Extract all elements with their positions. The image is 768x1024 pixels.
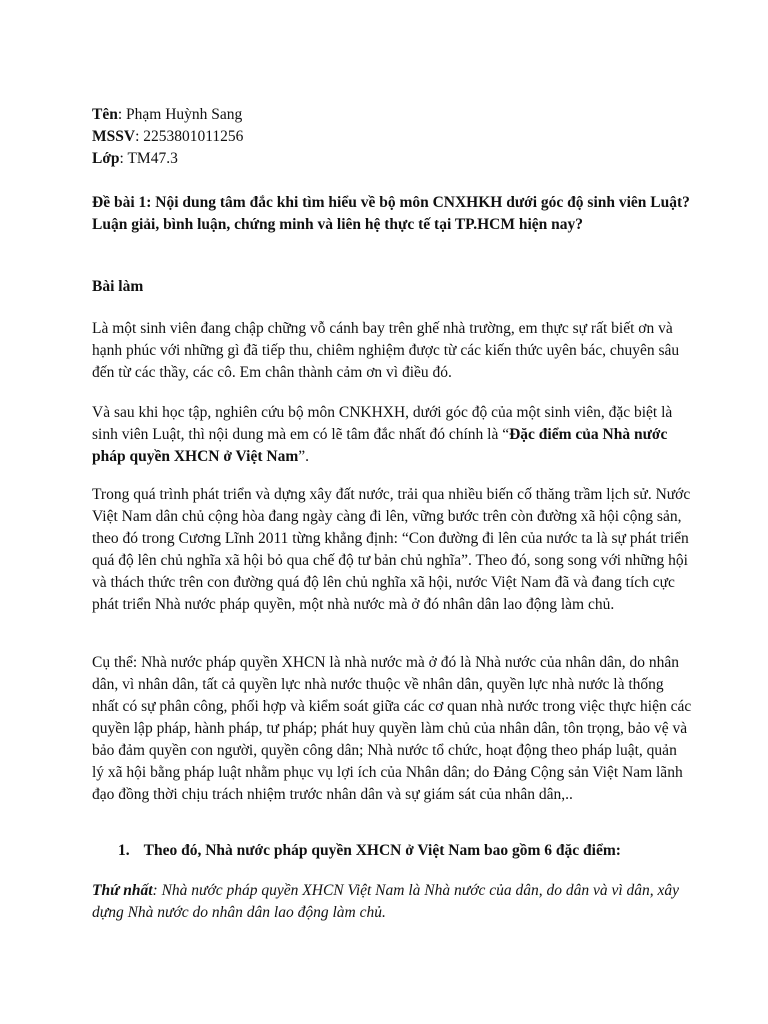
mssv-label: MSSV <box>92 128 136 145</box>
paragraph-4 <box>92 652 692 806</box>
mssv-value: : 2253801011256 <box>135 128 244 145</box>
list-heading-text: Theo đó, Nhà nước pháp quyền XHCN ở Việt Nam bao gồm 6 đặc điểm: <box>143 842 621 859</box>
name-label: Tên <box>92 106 118 123</box>
section-title <box>92 276 692 298</box>
paragraph-2-emphasis: Đặc điểm của Nhà nước pháp quyền XHCN ở Việt Nam <box>92 426 668 465</box>
paragraph-2 <box>92 402 692 468</box>
topic-text: Đề bài 1: Nội dung tâm đắc khi tìm hiểu về bộ môn CNXHKH dưới góc độ sinh viên Luật? Luận giải, bình luận, chứng minh và liên hệ thực tế tại TP.HCM hiện nay? <box>92 194 690 233</box>
name-value: : Phạm Huỳnh Sang <box>117 106 243 123</box>
student-info <box>92 104 692 170</box>
paragraph-4-text: Cụ thể: Nhà nước pháp quyền XHCN là nhà nước mà ở đó là Nhà nước của nhân dân, do nhân dân, vì nhân dân, tất cả quyền lực nhà nước thuộc về nhân dân, quyền lực nhà nước là thống nhất có sự phân công, phối hợp và kiểm soát giữa các cơ quan nhà nước trong việc thực hiện các quyền lập pháp, hành pháp, tư pháp; phát huy quyền làm chủ của nhân dân, tôn trọng, bảo vệ và bảo đảm quyền con người, quyền công dân; Nhà nước tổ chức, hoạt động theo pháp luật, quản lý xã hội bằng pháp luật nhằm phục vụ lợi ích của Nhân dân; do Đảng Cộng sản Việt Nam lãnh đạo đồng thời chịu trách nhiệm trước nhân dân và sự giám sát của nhân dân,.. <box>92 654 692 803</box>
paragraph-5 <box>92 880 692 924</box>
class-line <box>92 148 692 170</box>
paragraph-1 <box>92 318 692 384</box>
paragraph-2-lead: Và sau khi học tập, nghiên cứu bộ môn CNKHXH, dưới góc độ của một sinh viên, đặc biệt là sinh viên Luật, thì nội dung mà em có lẽ tâm đắc nhất đó chính là “ <box>92 404 673 443</box>
paragraph-5-lead: Thứ nhất <box>92 882 153 899</box>
name-line <box>92 104 692 126</box>
paragraph-3 <box>92 484 692 616</box>
section-title-text: Bài làm <box>92 278 144 295</box>
paragraph-1-text: Là một sinh viên đang chập chững vỗ cánh bay trên ghế nhà trường, em thực sự rất biết ơn và hạnh phúc với những gì đã tiếp thu, chiêm nghiệm được từ các kiến thức uyên bác, chuyên sâu đến từ các thầy, các cô. Em chân thành cảm ơn vì điều đó. <box>92 320 680 381</box>
paragraph-2-tail: ”. <box>298 448 310 465</box>
numbered-heading <box>118 840 621 862</box>
mssv-line <box>92 126 692 148</box>
paragraph-5-text <box>92 880 692 924</box>
paragraph-3-text: Trong quá trình phát triển và dựng xây đất nước, trải qua nhiều biến cố thăng trầm lịch sử. Nước Việt Nam dân chủ cộng hòa đang ngày càng đi lên, vững bước trên còn đường xã hội cộng sản, theo đó trong Cương Lĩnh 2011 từng khẳng định: “Con đường đi lên của nước ta là sự phát triển quá độ lên chủ nghĩa xã hội bỏ qua chế độ tư bản chủ nghĩa”. Theo đó, song song với những hội và thách thức trên con đường quá độ lên chủ nghĩa xã hội, nước Việt Nam đã và đang tích cực phát triển Nhà nước pháp quyền, một nhà nước mà ở đó nhân dân lao động làm chủ. <box>92 486 691 613</box>
list-number: 1. <box>118 842 130 859</box>
topic-heading <box>92 192 692 236</box>
class-value: : TM47.3 <box>119 150 178 167</box>
paragraph-5-body: : Nhà nước pháp quyền XHCN Việt Nam là Nhà nước của dân, do dân và vì dân, xây dựng Nhà nước do nhân dân lao động làm chủ. <box>92 882 680 921</box>
paragraph-2-text <box>92 402 692 468</box>
class-label: Lớp <box>92 150 120 167</box>
